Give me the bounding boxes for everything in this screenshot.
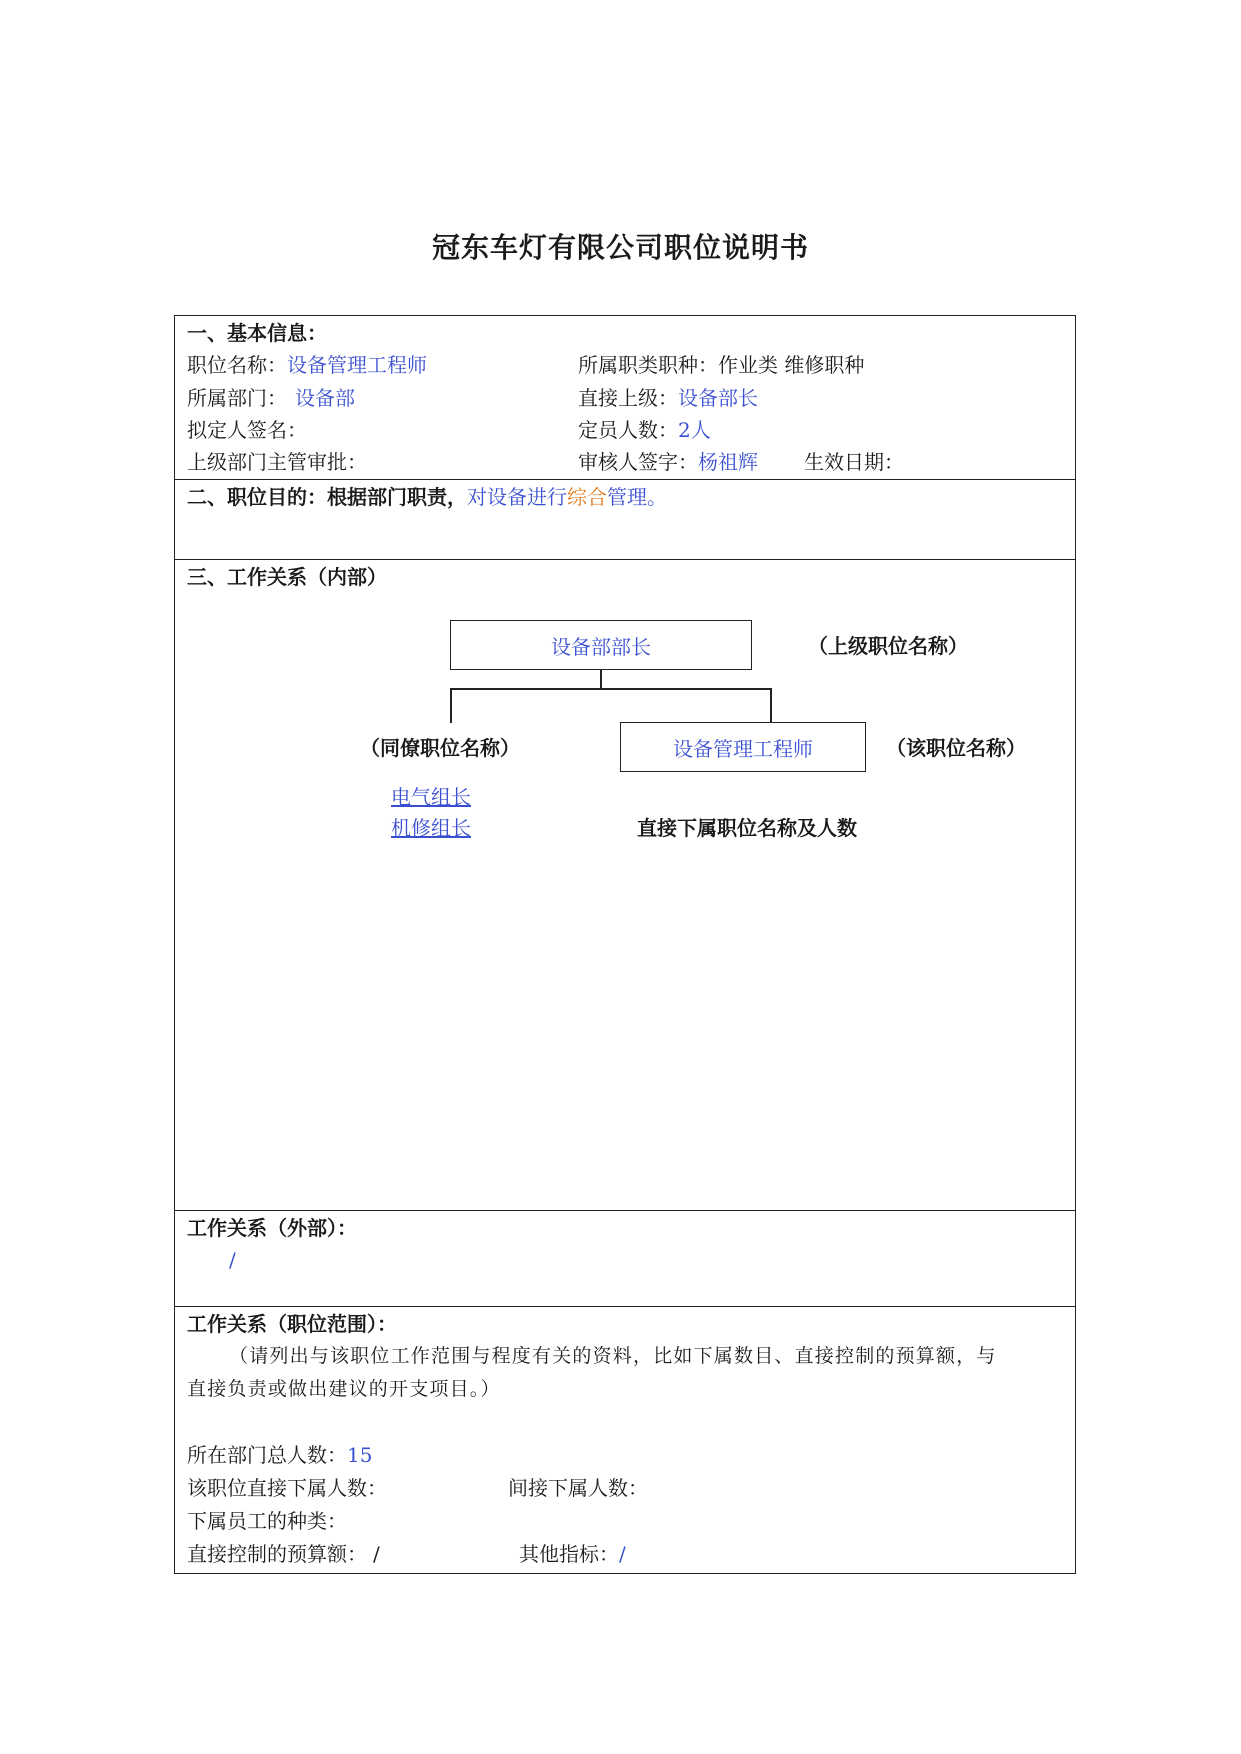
subordinate-types-label: 下属员工的种类： <box>187 1509 347 1533</box>
org-connector-down <box>600 670 602 689</box>
position-name-value: 设备管理工程师 <box>287 353 427 377</box>
scope-heading: 工作关系（职位范围）： <box>187 1312 397 1336</box>
row-divider-internal <box>174 1210 1076 1211</box>
headcount-value: 2人 <box>678 418 711 442</box>
position-name-label: 职位名称： <box>187 353 287 377</box>
superior-note: （上级职位名称） <box>808 634 968 658</box>
position-name-field <box>187 355 427 375</box>
self-note: （该职位名称） <box>886 736 1026 760</box>
other-metrics-field <box>519 1544 626 1564</box>
purpose-line <box>187 487 667 507</box>
dept-total-label: 所在部门总人数： <box>187 1443 347 1467</box>
budget-label: 直接控制的预算额： <box>187 1542 367 1566</box>
headcount-label: 定员人数： <box>578 418 678 442</box>
department-label: 所属部门： <box>187 386 287 410</box>
other-metrics-label: 其他指标： <box>519 1542 619 1566</box>
purpose-text-a: 对设备进行 <box>467 485 567 509</box>
dept-total-value: 15 <box>347 1443 373 1467</box>
department-value: 设备部 <box>295 386 355 410</box>
scope-description-line1: （请列出与该职位工作范围与程度有关的资料，比如下属数目、直接控制的预算额，与 <box>229 1345 997 1367</box>
direct-superior-value: 设备部长 <box>678 386 758 410</box>
external-relations-heading: 工作关系（外部）： <box>187 1216 357 1240</box>
row-divider-purpose <box>174 559 1076 560</box>
document-title: 冠东车灯有限公司职位说明书 <box>431 231 809 264</box>
scope-description-line2: 直接负责或做出建议的开支项目。） <box>187 1378 501 1400</box>
job-category-value: 作业类 维修职种 <box>718 353 865 377</box>
peer-link-electrical-lead[interactable]: 电气组长 <box>391 785 471 809</box>
reviewer-field <box>578 452 758 472</box>
external-relations-value: / <box>229 1248 236 1272</box>
peer-note: （同僚职位名称） <box>360 736 520 760</box>
drafter-signature-label: 拟定人签名： <box>187 418 307 442</box>
headcount-field <box>578 420 711 440</box>
indirect-subordinates-label: 间接下属人数： <box>508 1476 648 1500</box>
budget-value: / <box>373 1542 380 1566</box>
job-category-field <box>578 355 864 375</box>
basic-info-heading: 一、基本信息： <box>187 321 327 345</box>
reviewer-value: 杨祖辉 <box>698 450 758 474</box>
org-self-box: 设备管理工程师 <box>620 722 866 772</box>
purpose-text-b: 综合 <box>567 485 607 509</box>
budget-field <box>187 1544 380 1564</box>
row-divider-basic <box>174 479 1076 480</box>
job-category-label: 所属职类职种： <box>578 353 718 377</box>
approval-label: 上级部门主管审批： <box>187 450 367 474</box>
dept-total-field <box>187 1445 372 1465</box>
other-metrics-value: / <box>619 1542 626 1566</box>
direct-superior-label: 直接上级： <box>578 386 678 410</box>
org-connector-self <box>770 688 772 723</box>
internal-relations-heading: 三、工作关系（内部） <box>187 565 387 589</box>
department-field <box>187 388 355 408</box>
row-divider-external <box>174 1306 1076 1307</box>
org-connector-horizontal <box>450 688 771 690</box>
org-connector-peer <box>450 688 452 723</box>
direct-subordinates-label: 该职位直接下属人数： <box>187 1476 387 1500</box>
purpose-heading: 二、职位目的：根据部门职责， <box>187 485 467 509</box>
org-superior-box: 设备部部长 <box>450 620 752 670</box>
peer-link-maintenance-lead[interactable]: 机修组长 <box>391 816 471 840</box>
reviewer-label: 审核人签字： <box>578 450 698 474</box>
purpose-text-c: 管理。 <box>607 485 667 509</box>
direct-superior-field <box>578 388 758 408</box>
effective-date-label: 生效日期： <box>804 450 904 474</box>
subordinate-note: 直接下属职位名称及人数 <box>637 816 857 840</box>
